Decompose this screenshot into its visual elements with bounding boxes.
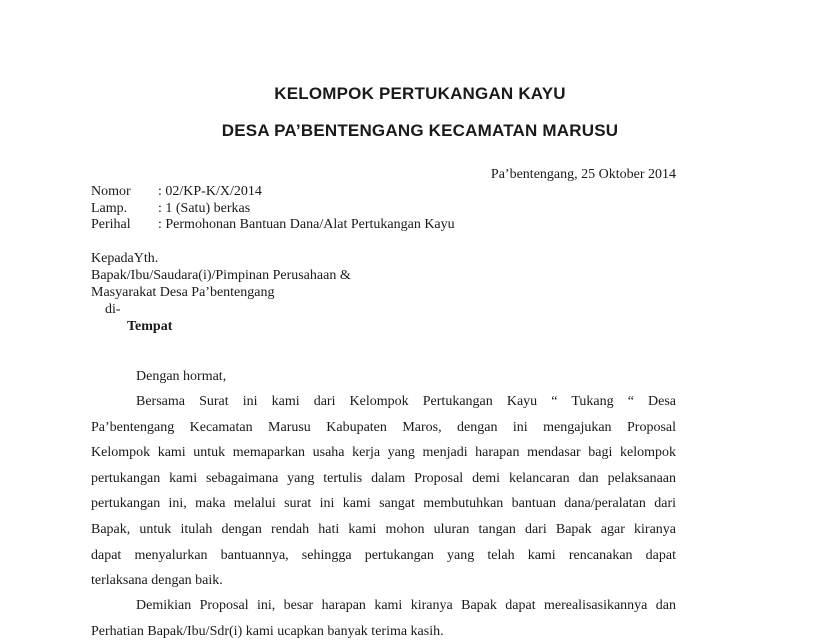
paragraph-line: Demikian Proposal ini, besar harapan kami kiranya Bapak dapat merealisasikannya dan (136, 598, 676, 613)
greeting: Dengan hormat, (136, 369, 227, 384)
paragraph-line: dapat menyalurkan bantuannya, sehingga pertukangan yang telah kami rencanakan dapat (91, 547, 676, 563)
recipient-village: Masyarakat Desa Pa’bentengang (91, 285, 275, 300)
meta-key: Perihal (91, 217, 131, 232)
meta-key: Lamp. (91, 201, 128, 216)
letterhead-subtitle: DESA PA’BENTENGANG KECAMATAN MARUSU (221, 121, 619, 140)
recipient-salutation: KepadaYth. (91, 251, 159, 266)
letterhead-title: KELOMPOK PERTUKANGAN KAYU (274, 84, 566, 103)
meta-key: Nomor (91, 184, 131, 199)
paragraph-line: pertukangan kami sebagaimana yang tertulis dalam Proposal demi kelancaran dan pelaksanaan (91, 470, 676, 486)
meta-value: : 1 (Satu) berkas (158, 201, 251, 216)
recipient-name: Bapak/Ibu/Saudara(i)/Pimpinan Perusahaan & (91, 268, 351, 283)
meta-value: : 02/KP-K/X/2014 (158, 184, 262, 199)
paragraph-line: Bapak, untuk itulah dengan rendah hati kami mohon uluran tangan dari Bapak agar kiranya (91, 521, 676, 537)
paragraph-line: Pa’bentengang Kecamatan Marusu Kabupaten Maros, dengan ini mengajukan Proposal (91, 419, 676, 435)
place-date: Pa’bentengang, 25 Oktober 2014 (490, 167, 676, 182)
meta-value: : Permohonan Bantuan Dana/Alat Pertukangan Kayu (158, 217, 455, 232)
paragraph-line: terlaksana dengan baik. (91, 573, 223, 589)
paragraph-line: Bersama Surat ini kami dari Kelompok Pertukangan Kayu “ Tukang “ Desa (136, 394, 676, 409)
paragraph-line: Perhatian Bapak/Ibu/Sdr(i) kami ucapkan banyak terima kasih. (91, 623, 444, 639)
paragraph-line: pertukangan ini, maka melalui surat ini kami sangat membutuhkan bantuan dana/peralatan dari (91, 496, 676, 512)
recipient-place: Tempat (127, 319, 173, 334)
body-paragraph-2 (91, 593, 676, 644)
recipient-at: di- (105, 302, 121, 317)
paragraph-line: Kelompok kami untuk memaparkan usaha kerja yang menjadi harapan mendasar bagi kelompok (91, 445, 676, 461)
body-paragraph-1 (91, 389, 676, 594)
